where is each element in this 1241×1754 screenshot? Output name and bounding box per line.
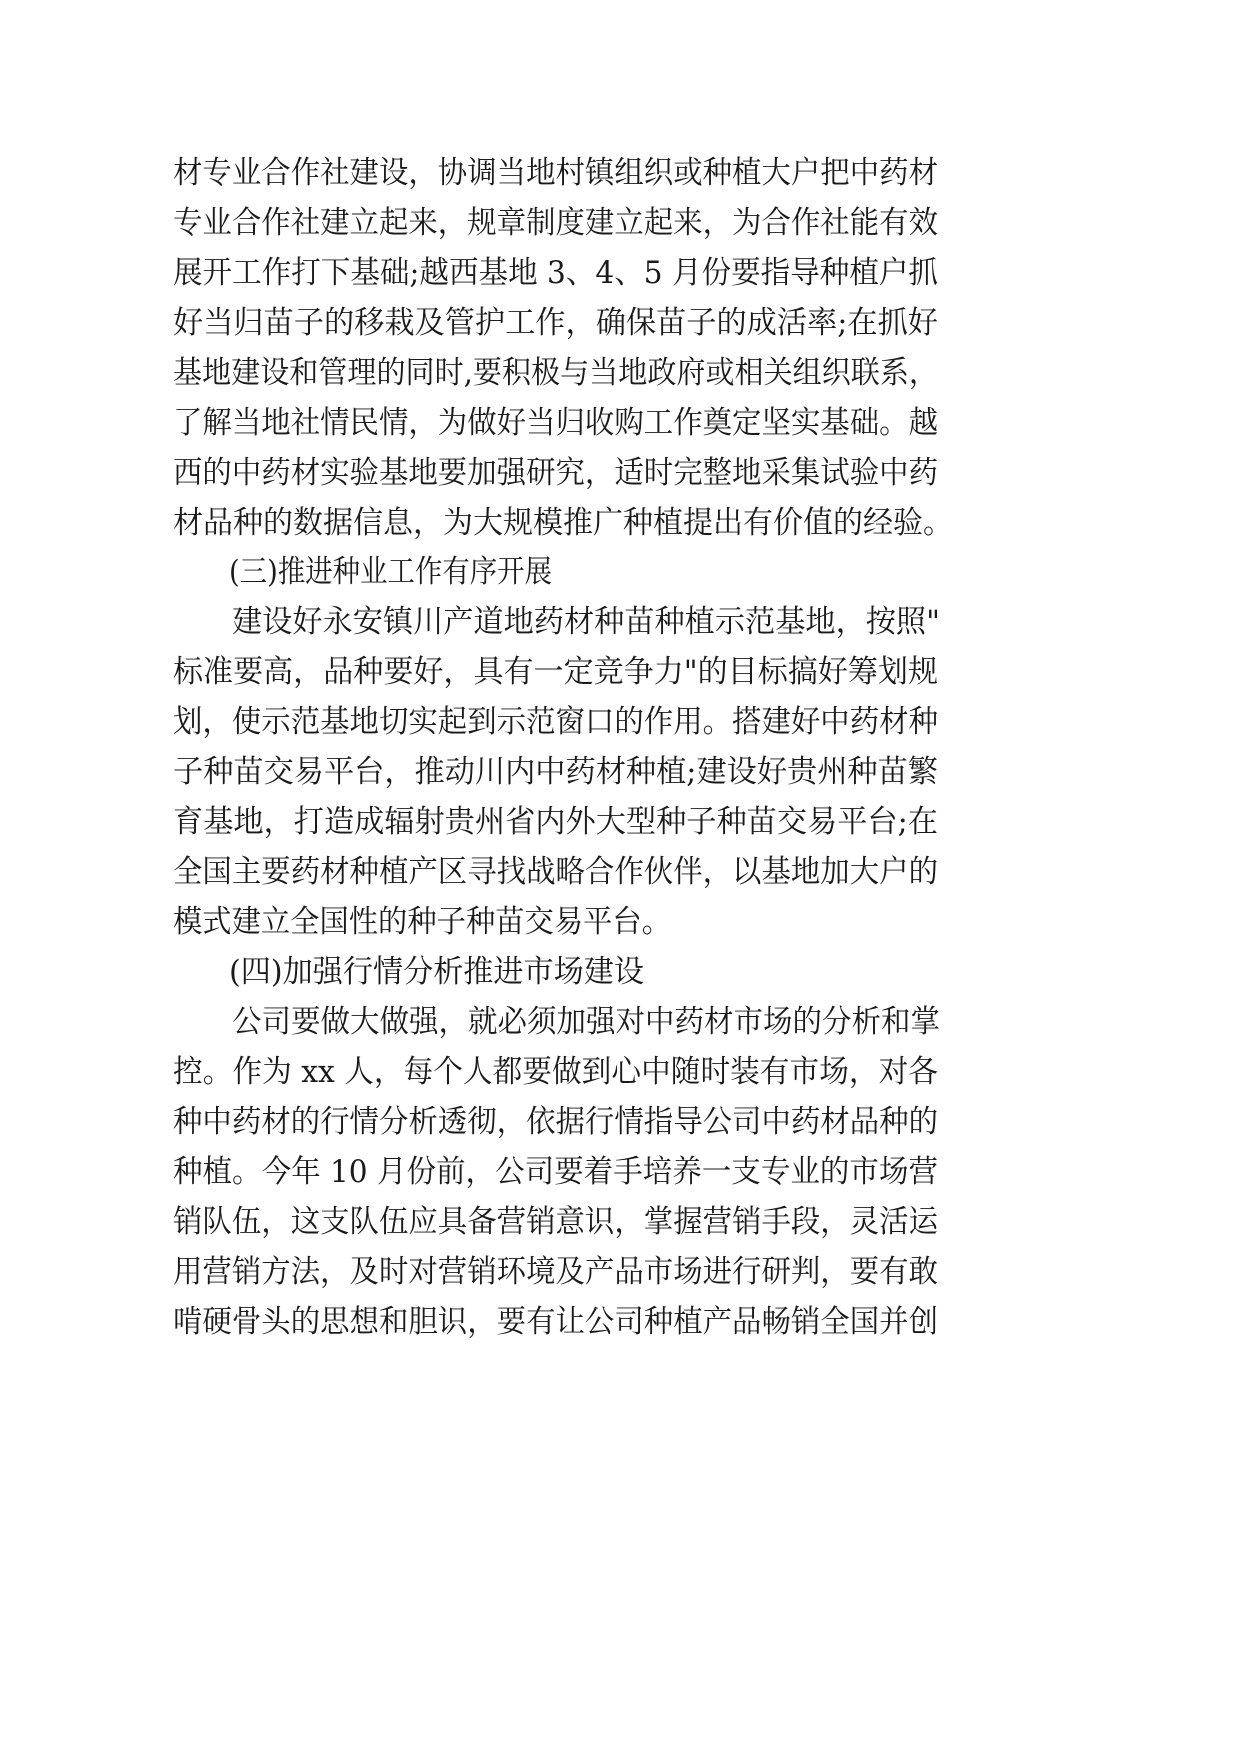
section-heading [0, 952, 1241, 992]
text-line [0, 1252, 1241, 1292]
text-line [0, 403, 1241, 443]
text-line [0, 652, 1241, 692]
text-line-content: 育基地，打造成辐射贵州省内外大型种子种苗交易平台;在 [173, 804, 938, 840]
text-line [0, 752, 1241, 792]
text-line [0, 503, 1241, 543]
text-line-content: 种植。今年 10 月份前，公司要着手培养一支专业的市场营 [173, 1154, 938, 1190]
text-line-content: 材专业合作社建设，协调当地村镇组织或种植大户把中药材 [173, 155, 938, 191]
text-line [0, 1202, 1241, 1242]
text-line [0, 453, 1241, 493]
text-line [0, 203, 1241, 243]
text-line-content: 展开工作打下基础;越西基地 3、4、5 月份要指导种植户抓 [173, 255, 938, 291]
text-line-content: 种中药材的行情分析透彻，依据行情指导公司中药材品种的 [173, 1104, 938, 1140]
text-line [0, 852, 1241, 892]
text-line-content: 西的中药材实验基地要加强研究，适时完整地采集试验中药 [173, 455, 938, 491]
text-line [0, 1152, 1241, 1192]
text-line-content: 用营销方法，及时对营销环境及产品市场进行研判，要有敢 [173, 1254, 938, 1290]
text-line-content: 建设好永安镇川产道地药材种苗种植示范基地，按照" [232, 604, 940, 640]
section-heading-text: (三)推进种业工作有序开展 [229, 554, 552, 590]
text-line-content: 模式建立全国性的种子种苗交易平台。 [173, 904, 671, 940]
text-line-content: 控。作为 xx 人，每个人都要做到心中随时装有市场，对各 [173, 1054, 938, 1090]
text-line-content: 全国主要药材种植产区寻找战略合作伙伴，以基地加大户的 [173, 854, 938, 890]
text-line-content: 啃硬骨头的思想和胆识，要有让公司种植产品畅销全国并创 [173, 1304, 938, 1340]
text-line [0, 303, 1241, 343]
text-line [0, 153, 1241, 193]
text-line-content: 好当归苗子的移栽及管护工作，确保苗子的成活率;在抓好 [173, 305, 938, 341]
section-heading [0, 552, 1241, 592]
text-line [0, 702, 1241, 742]
text-line [0, 1002, 1241, 1042]
text-line-content: 专业合作社建立起来，规章制度建立起来，为合作社能有效 [173, 205, 938, 241]
section-heading-text: (四)加强行情分析推进市场建设 [229, 954, 644, 990]
text-line-content: 销队伍，这支队伍应具备营销意识，掌握营销手段，灵活运 [173, 1204, 938, 1240]
text-line [0, 802, 1241, 842]
text-line [0, 1052, 1241, 1092]
text-line [0, 902, 1241, 942]
text-line-content: 了解当地社情民情，为做好当归收购工作奠定坚实基础。越 [173, 405, 938, 441]
text-line [0, 1302, 1241, 1342]
text-line-content: 公司要做大做强，就必须加强对中药材市场的分析和掌 [232, 1004, 940, 1040]
text-line-content: 划，使示范基地切实起到示范窗口的作用。搭建好中药材种 [173, 704, 938, 740]
text-line [0, 253, 1241, 293]
text-line-content: 标准要高，品种要好，具有一定竞争力"的目标搞好筹划规 [173, 654, 938, 690]
text-line [0, 353, 1241, 393]
text-line-content: 基地建设和管理的同时,要积极与当地政府或相关组织联系， [173, 355, 938, 391]
text-line [0, 602, 1241, 642]
text-line-content: 子种苗交易平台，推动川内中药材种植;建设好贵州种苗繁 [173, 754, 938, 790]
text-line-content: 材品种的数据信息，为大规模推广种植提出有价值的经验。 [173, 505, 953, 541]
text-line [0, 1102, 1241, 1142]
